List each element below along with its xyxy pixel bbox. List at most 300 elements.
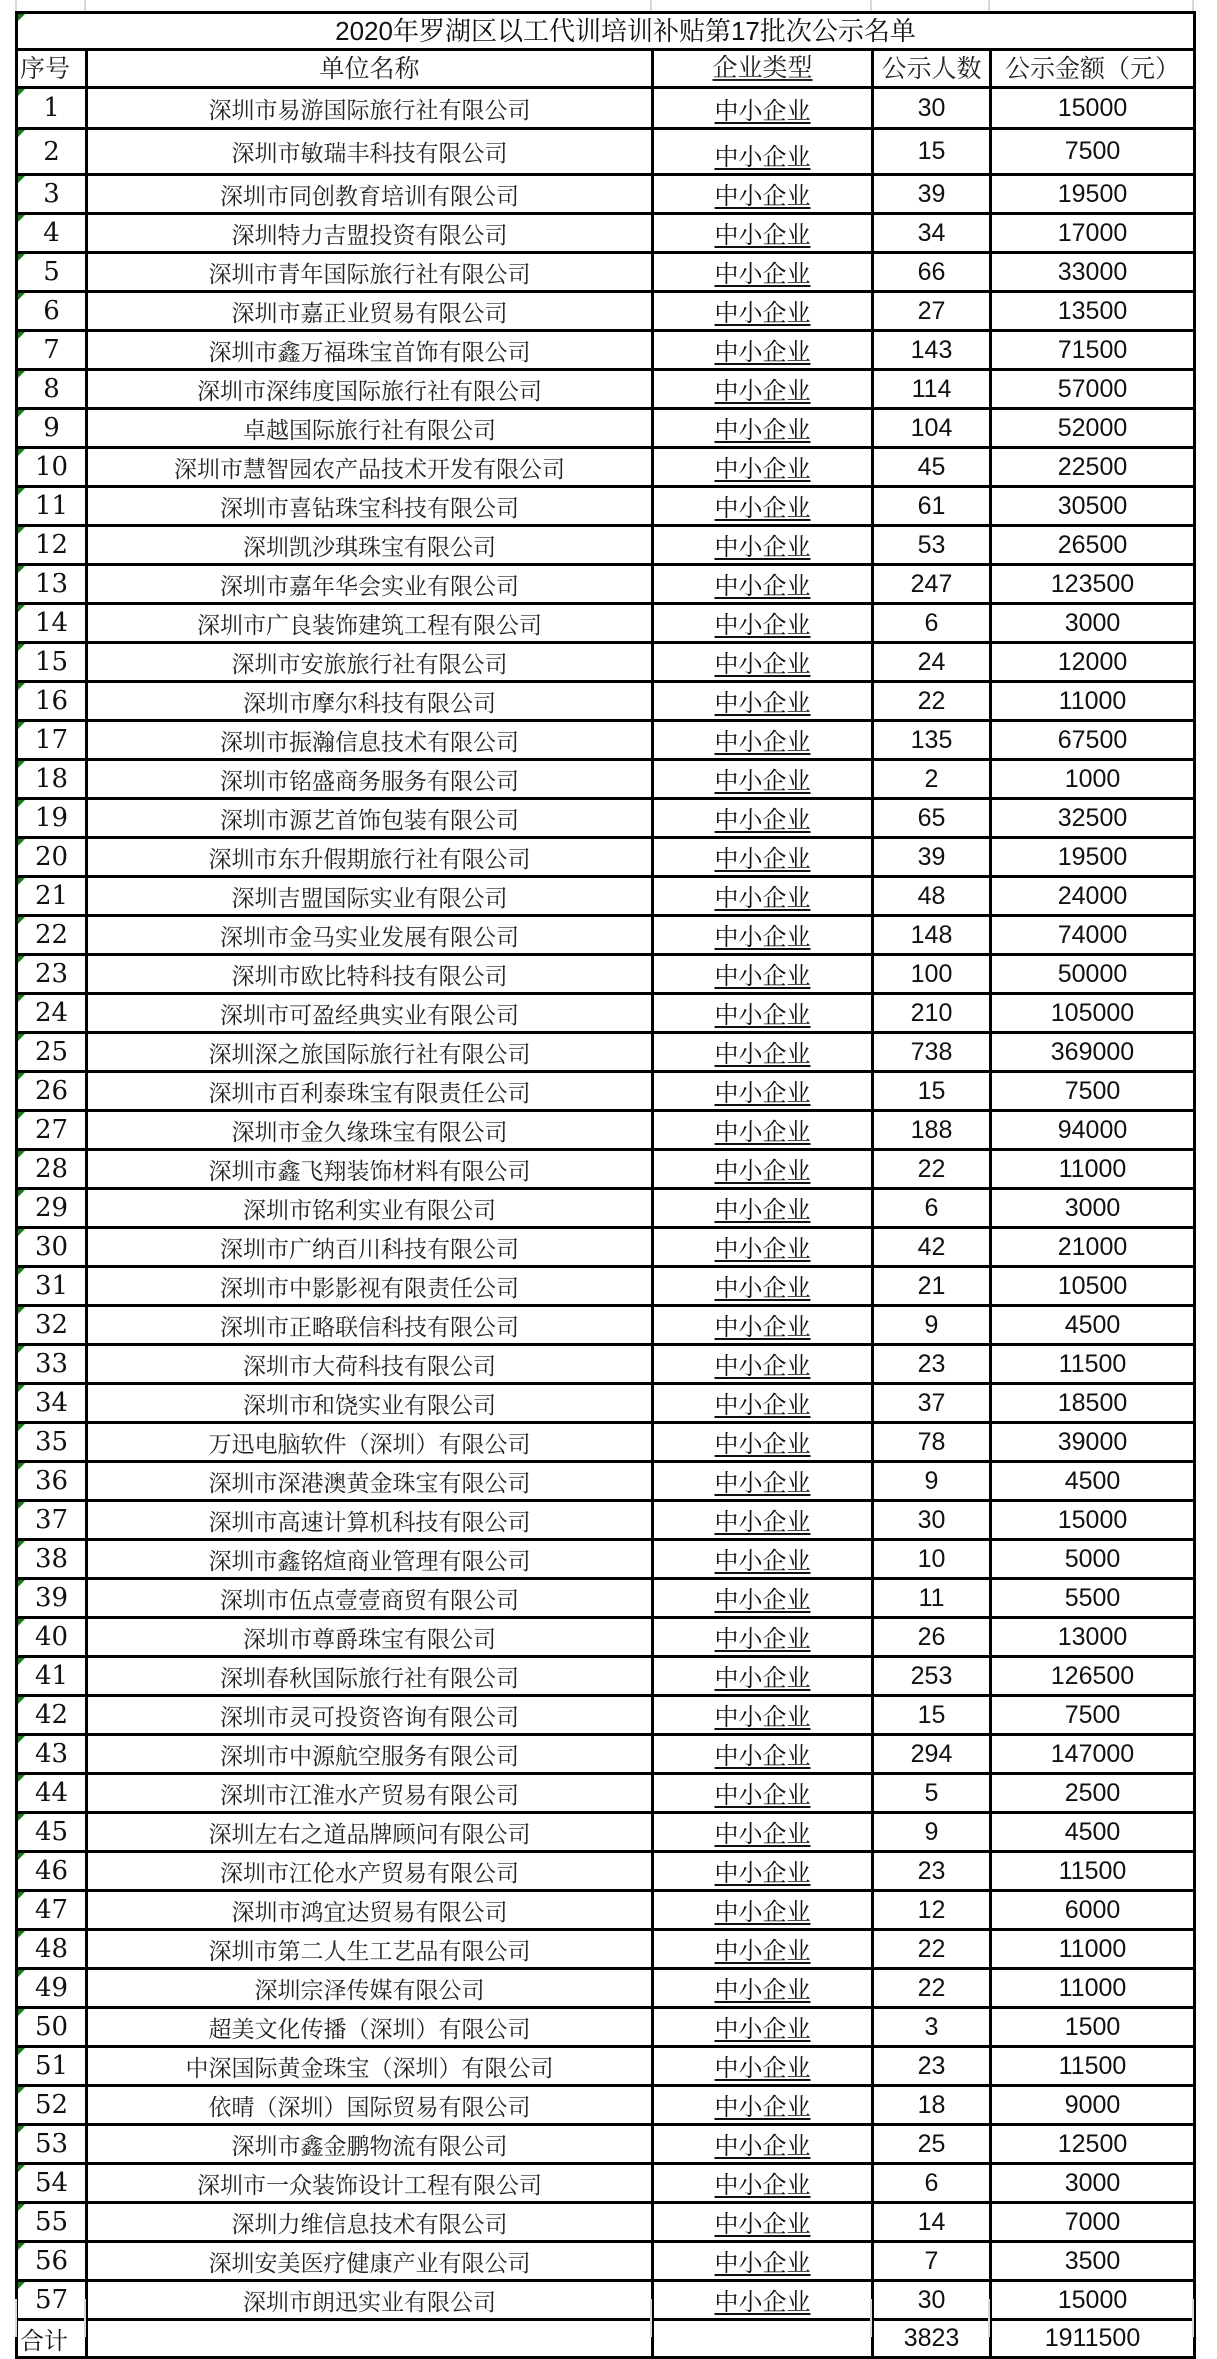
cell-count[interactable]: 30 — [873, 1501, 991, 1540]
cell-company-type[interactable] — [653, 1852, 873, 1891]
cell-index[interactable]: 12 — [17, 526, 87, 565]
cell-count[interactable]: 45 — [873, 448, 991, 487]
cell-count[interactable]: 294 — [873, 1735, 991, 1774]
cell-index[interactable]: 2 — [17, 129, 87, 175]
cell-company-name[interactable]: 深圳吉盟国际实业有限公司 — [87, 877, 653, 916]
cell-amount[interactable]: 17000 — [991, 214, 1195, 253]
cell-amount[interactable]: 4500 — [991, 1813, 1195, 1852]
cell-company-name[interactable]: 深圳市伍点壹壹商贸有限公司 — [87, 1579, 653, 1618]
cell-index[interactable]: 25 — [17, 1033, 87, 1072]
cell-index[interactable]: 50 — [17, 2008, 87, 2047]
cell-company-type[interactable] — [653, 760, 873, 799]
cell-company-type[interactable] — [653, 1072, 873, 1111]
cell-amount[interactable]: 1000 — [991, 760, 1195, 799]
cell-company-type[interactable] — [653, 1540, 873, 1579]
cell-amount[interactable]: 50000 — [991, 955, 1195, 994]
cell-amount[interactable]: 52000 — [991, 409, 1195, 448]
cell-index[interactable]: 23 — [17, 955, 87, 994]
cell-count[interactable]: 9 — [873, 1462, 991, 1501]
cell-amount[interactable]: 19500 — [991, 175, 1195, 214]
cell-index[interactable]: 17 — [17, 721, 87, 760]
cell-company-type[interactable] — [653, 2047, 873, 2086]
cell-amount[interactable]: 105000 — [991, 994, 1195, 1033]
header-count[interactable]: 公示人数 — [873, 50, 991, 88]
cell-count[interactable]: 3 — [873, 2008, 991, 2047]
cell-count[interactable]: 21 — [873, 1267, 991, 1306]
cell-company-type[interactable] — [653, 1423, 873, 1462]
cell-company-type[interactable] — [653, 1813, 873, 1852]
cell-index[interactable]: 39 — [17, 1579, 87, 1618]
cell-count[interactable]: 253 — [873, 1657, 991, 1696]
cell-count[interactable]: 34 — [873, 214, 991, 253]
cell-company-name[interactable]: 深圳市江伦水产贸易有限公司 — [87, 1852, 653, 1891]
cell-count[interactable]: 14 — [873, 2203, 991, 2242]
cell-company-type[interactable] — [653, 129, 873, 175]
total-type-empty[interactable] — [653, 2320, 873, 2358]
cell-company-name[interactable]: 深圳市金久缘珠宝有限公司 — [87, 1111, 653, 1150]
cell-index[interactable]: 27 — [17, 1111, 87, 1150]
cell-index[interactable]: 54 — [17, 2164, 87, 2203]
cell-amount[interactable]: 30500 — [991, 487, 1195, 526]
cell-company-name[interactable]: 深圳深之旅国际旅行社有限公司 — [87, 1033, 653, 1072]
cell-company-type[interactable] — [653, 1267, 873, 1306]
cell-index[interactable]: 45 — [17, 1813, 87, 1852]
cell-count[interactable]: 12 — [873, 1891, 991, 1930]
cell-company-name[interactable]: 深圳市大荷科技有限公司 — [87, 1345, 653, 1384]
cell-company-type[interactable] — [653, 877, 873, 916]
cell-index[interactable]: 51 — [17, 2047, 87, 2086]
cell-count[interactable]: 24 — [873, 643, 991, 682]
cell-company-name[interactable]: 深圳市金马实业发展有限公司 — [87, 916, 653, 955]
cell-amount[interactable]: 71500 — [991, 331, 1195, 370]
cell-count[interactable]: 23 — [873, 2047, 991, 2086]
cell-amount[interactable]: 3000 — [991, 2164, 1195, 2203]
cell-amount[interactable]: 13500 — [991, 292, 1195, 331]
cell-index[interactable]: 3 — [17, 175, 87, 214]
cell-count[interactable]: 6 — [873, 1189, 991, 1228]
cell-count[interactable]: 7 — [873, 2242, 991, 2281]
cell-index[interactable]: 24 — [17, 994, 87, 1033]
company-type-label: 中小企业 — [714, 767, 811, 795]
cell-index[interactable]: 33 — [17, 1345, 87, 1384]
cell-amount[interactable]: 1500 — [991, 2008, 1195, 2047]
cell-index[interactable]: 48 — [17, 1930, 87, 1969]
cell-index[interactable]: 53 — [17, 2125, 87, 2164]
cell-company-type[interactable] — [653, 1189, 873, 1228]
cell-amount[interactable]: 3000 — [991, 604, 1195, 643]
cell-index[interactable]: 42 — [17, 1696, 87, 1735]
cell-index[interactable]: 32 — [17, 1306, 87, 1345]
cell-amount[interactable]: 3500 — [991, 2242, 1195, 2281]
cell-company-type[interactable] — [653, 1111, 873, 1150]
cell-index[interactable]: 8 — [17, 370, 87, 409]
cell-count[interactable]: 61 — [873, 487, 991, 526]
cell-company-type[interactable] — [653, 1228, 873, 1267]
cell-index[interactable]: 44 — [17, 1774, 87, 1813]
cell-company-type[interactable] — [653, 2008, 873, 2047]
cell-count[interactable]: 53 — [873, 526, 991, 565]
cell-company-name[interactable]: 深圳市鑫万福珠宝首饰有限公司 — [87, 331, 653, 370]
cell-amount[interactable]: 21000 — [991, 1228, 1195, 1267]
company-type-label: 中小企业 — [714, 143, 811, 171]
cell-amount[interactable]: 13000 — [991, 1618, 1195, 1657]
cell-amount[interactable]: 15000 — [991, 88, 1195, 129]
cell-amount[interactable]: 15000 — [991, 2281, 1195, 2320]
cell-company-name[interactable]: 深圳左右之道品牌顾问有限公司 — [87, 1813, 653, 1852]
cell-count[interactable]: 10 — [873, 1540, 991, 1579]
cell-company-name[interactable]: 深圳市正略联信科技有限公司 — [87, 1306, 653, 1345]
cell-index[interactable]: 35 — [17, 1423, 87, 1462]
cell-index[interactable]: 14 — [17, 604, 87, 643]
cell-amount[interactable]: 7500 — [991, 1696, 1195, 1735]
cell-index[interactable]: 4 — [17, 214, 87, 253]
cell-amount[interactable]: 11000 — [991, 1930, 1195, 1969]
cell-index[interactable]: 37 — [17, 1501, 87, 1540]
cell-company-name[interactable]: 深圳市东升假期旅行社有限公司 — [87, 838, 653, 877]
cell-count[interactable]: 30 — [873, 88, 991, 129]
cell-count[interactable]: 22 — [873, 1930, 991, 1969]
cell-company-type[interactable] — [653, 1462, 873, 1501]
cell-amount[interactable]: 126500 — [991, 1657, 1195, 1696]
cell-index[interactable]: 41 — [17, 1657, 87, 1696]
cell-count[interactable]: 5 — [873, 1774, 991, 1813]
cell-amount[interactable]: 369000 — [991, 1033, 1195, 1072]
cell-index[interactable]: 15 — [17, 643, 87, 682]
cell-company-name[interactable]: 深圳市高速计算机科技有限公司 — [87, 1501, 653, 1540]
cell-count[interactable]: 37 — [873, 1384, 991, 1423]
cell-index[interactable]: 34 — [17, 1384, 87, 1423]
cell-index[interactable]: 47 — [17, 1891, 87, 1930]
cell-company-name[interactable]: 深圳市喜钻珠宝科技有限公司 — [87, 487, 653, 526]
cell-company-name[interactable]: 深圳市源艺首饰包装有限公司 — [87, 799, 653, 838]
cell-company-name[interactable]: 深圳市鸿宜达贸易有限公司 — [87, 1891, 653, 1930]
cell-amount[interactable]: 94000 — [991, 1111, 1195, 1150]
cell-company-type[interactable] — [653, 1969, 873, 2008]
cell-count[interactable]: 39 — [873, 175, 991, 214]
cell-amount[interactable]: 123500 — [991, 565, 1195, 604]
cell-company-type[interactable] — [653, 448, 873, 487]
cell-company-name[interactable]: 深圳市摩尔科技有限公司 — [87, 682, 653, 721]
cell-amount[interactable]: 9000 — [991, 2086, 1195, 2125]
cell-company-name[interactable]: 深圳市嘉年华会实业有限公司 — [87, 565, 653, 604]
total-name-empty[interactable] — [87, 2320, 653, 2358]
cell-count[interactable]: 143 — [873, 331, 991, 370]
cell-company-type[interactable] — [653, 2242, 873, 2281]
cell-company-type[interactable] — [653, 1618, 873, 1657]
cell-amount[interactable]: 67500 — [991, 721, 1195, 760]
cell-amount[interactable]: 11500 — [991, 2047, 1195, 2086]
header-index[interactable]: 序号 — [17, 50, 87, 88]
cell-company-name[interactable]: 深圳宗泽传媒有限公司 — [87, 1969, 653, 2008]
cell-amount[interactable]: 147000 — [991, 1735, 1195, 1774]
cell-index[interactable]: 46 — [17, 1852, 87, 1891]
cell-count[interactable]: 15 — [873, 1072, 991, 1111]
cell-index[interactable]: 5 — [17, 253, 87, 292]
cell-company-type[interactable] — [653, 409, 873, 448]
cell-company-type[interactable] — [653, 643, 873, 682]
cell-amount[interactable]: 11000 — [991, 1150, 1195, 1189]
cell-company-name[interactable]: 深圳市中影影视有限责任公司 — [87, 1267, 653, 1306]
cell-company-name[interactable]: 深圳市欧比特科技有限公司 — [87, 955, 653, 994]
cell-company-type[interactable] — [653, 799, 873, 838]
cell-count[interactable]: 2 — [873, 760, 991, 799]
cell-amount[interactable]: 11500 — [991, 1345, 1195, 1384]
cell-company-name[interactable]: 深圳凯沙琪珠宝有限公司 — [87, 526, 653, 565]
cell-company-name[interactable]: 深圳特力吉盟投资有限公司 — [87, 214, 653, 253]
cell-count[interactable]: 6 — [873, 2164, 991, 2203]
cell-company-name[interactable]: 深圳市鑫飞翔装饰材料有限公司 — [87, 1150, 653, 1189]
cell-company-name[interactable]: 深圳市中源航空服务有限公司 — [87, 1735, 653, 1774]
cell-company-type[interactable] — [653, 1696, 873, 1735]
cell-company-name[interactable]: 深圳市深纬度国际旅行社有限公司 — [87, 370, 653, 409]
cell-company-name[interactable]: 深圳市一众装饰设计工程有限公司 — [87, 2164, 653, 2203]
cell-company-name[interactable]: 深圳市广良装饰建筑工程有限公司 — [87, 604, 653, 643]
cell-count[interactable]: 210 — [873, 994, 991, 1033]
cell-index[interactable]: 31 — [17, 1267, 87, 1306]
cell-count[interactable]: 66 — [873, 253, 991, 292]
cell-index[interactable]: 30 — [17, 1228, 87, 1267]
cell-company-name[interactable]: 深圳市铭盛商务服务有限公司 — [87, 760, 653, 799]
cell-index[interactable]: 21 — [17, 877, 87, 916]
cell-count[interactable]: 6 — [873, 604, 991, 643]
cell-count[interactable]: 65 — [873, 799, 991, 838]
cell-company-type[interactable] — [653, 214, 873, 253]
cell-company-type[interactable] — [653, 565, 873, 604]
cell-company-name[interactable]: 深圳春秋国际旅行社有限公司 — [87, 1657, 653, 1696]
cell-company-name[interactable]: 深圳市深港澳黄金珠宝有限公司 — [87, 1462, 653, 1501]
cell-amount[interactable]: 74000 — [991, 916, 1195, 955]
cell-company-type[interactable] — [653, 1735, 873, 1774]
cell-count[interactable]: 22 — [873, 1150, 991, 1189]
cell-amount[interactable]: 19500 — [991, 838, 1195, 877]
cell-company-type[interactable] — [653, 292, 873, 331]
cell-index[interactable]: 38 — [17, 1540, 87, 1579]
cell-company-name[interactable]: 深圳市尊爵珠宝有限公司 — [87, 1618, 653, 1657]
cell-amount[interactable]: 6000 — [991, 1891, 1195, 1930]
cell-index[interactable]: 43 — [17, 1735, 87, 1774]
cell-company-name[interactable]: 深圳市铭利实业有限公司 — [87, 1189, 653, 1228]
cell-count[interactable]: 188 — [873, 1111, 991, 1150]
cell-amount[interactable]: 7000 — [991, 2203, 1195, 2242]
cell-amount[interactable]: 11500 — [991, 1852, 1195, 1891]
header-type[interactable] — [653, 50, 873, 88]
cell-index[interactable]: 10 — [17, 448, 87, 487]
cell-amount[interactable]: 12000 — [991, 643, 1195, 682]
cell-count[interactable]: 42 — [873, 1228, 991, 1267]
cell-count[interactable]: 148 — [873, 916, 991, 955]
cell-company-name[interactable]: 深圳市广纳百川科技有限公司 — [87, 1228, 653, 1267]
cell-amount[interactable]: 18500 — [991, 1384, 1195, 1423]
cell-company-type[interactable] — [653, 994, 873, 1033]
cell-company-name[interactable]: 深圳市第二人生工艺品有限公司 — [87, 1930, 653, 1969]
cell-company-type[interactable] — [653, 1306, 873, 1345]
cell-count[interactable]: 15 — [873, 129, 991, 175]
cell-company-name[interactable]: 超美文化传播（深圳）有限公司 — [87, 2008, 653, 2047]
cell-company-type[interactable] — [653, 1774, 873, 1813]
cell-company-type[interactable] — [653, 604, 873, 643]
cell-index[interactable]: 13 — [17, 565, 87, 604]
cell-amount[interactable]: 57000 — [991, 370, 1195, 409]
cell-count[interactable]: 78 — [873, 1423, 991, 1462]
cell-index[interactable]: 29 — [17, 1189, 87, 1228]
cell-company-name[interactable]: 深圳市慧智园农产品技术开发有限公司 — [87, 448, 653, 487]
cell-index[interactable]: 11 — [17, 487, 87, 526]
cell-amount[interactable]: 32500 — [991, 799, 1195, 838]
cell-amount[interactable]: 22500 — [991, 448, 1195, 487]
cell-company-type[interactable] — [653, 175, 873, 214]
cell-count[interactable]: 15 — [873, 1696, 991, 1735]
cell-amount[interactable]: 7500 — [991, 129, 1195, 175]
cell-amount[interactable]: 4500 — [991, 1306, 1195, 1345]
cell-company-name[interactable]: 深圳市江淮水产贸易有限公司 — [87, 1774, 653, 1813]
cell-company-type[interactable] — [653, 1384, 873, 1423]
cell-index[interactable]: 20 — [17, 838, 87, 877]
cell-company-type[interactable] — [653, 1930, 873, 1969]
cell-index[interactable]: 49 — [17, 1969, 87, 2008]
cell-count[interactable]: 26 — [873, 1618, 991, 1657]
cell-amount[interactable]: 3000 — [991, 1189, 1195, 1228]
cell-company-type[interactable] — [653, 721, 873, 760]
header-name[interactable]: 单位名称 — [87, 50, 653, 88]
cell-company-type[interactable] — [653, 526, 873, 565]
cell-amount[interactable]: 24000 — [991, 877, 1195, 916]
cell-company-type[interactable] — [653, 331, 873, 370]
cell-amount[interactable]: 7500 — [991, 1072, 1195, 1111]
cell-amount[interactable]: 11000 — [991, 1969, 1195, 2008]
cell-count[interactable]: 48 — [873, 877, 991, 916]
cell-amount[interactable]: 10500 — [991, 1267, 1195, 1306]
cell-count[interactable]: 30 — [873, 2281, 991, 2320]
cell-company-type[interactable] — [653, 838, 873, 877]
cell-company-name[interactable]: 深圳市鑫铭煊商业管理有限公司 — [87, 1540, 653, 1579]
cell-count[interactable]: 114 — [873, 370, 991, 409]
cell-company-type[interactable] — [653, 1501, 873, 1540]
cell-company-name[interactable]: 深圳力维信息技术有限公司 — [87, 2203, 653, 2242]
cell-company-type[interactable] — [653, 2203, 873, 2242]
cell-company-name[interactable]: 深圳市振瀚信息技术有限公司 — [87, 721, 653, 760]
cell-count[interactable]: 22 — [873, 682, 991, 721]
cell-company-type[interactable] — [653, 1150, 873, 1189]
cell-count[interactable]: 9 — [873, 1813, 991, 1852]
cell-company-name[interactable]: 深圳市灵可投资咨询有限公司 — [87, 1696, 653, 1735]
cell-index[interactable]: 22 — [17, 916, 87, 955]
total-count[interactable]: 3823 — [873, 2320, 991, 2358]
total-amount[interactable]: 1911500 — [991, 2320, 1195, 2358]
cell-count[interactable]: 100 — [873, 955, 991, 994]
cell-company-type[interactable] — [653, 2125, 873, 2164]
cell-count[interactable]: 135 — [873, 721, 991, 760]
cell-company-name[interactable]: 卓越国际旅行社有限公司 — [87, 409, 653, 448]
cell-company-type[interactable] — [653, 682, 873, 721]
cell-company-type[interactable] — [653, 88, 873, 129]
cell-company-name[interactable]: 深圳安美医疗健康产业有限公司 — [87, 2242, 653, 2281]
cell-company-name[interactable]: 深圳市嘉正业贸易有限公司 — [87, 292, 653, 331]
cell-amount[interactable]: 5000 — [991, 1540, 1195, 1579]
table-row — [17, 916, 1195, 955]
cell-company-type[interactable] — [653, 253, 873, 292]
cell-amount[interactable]: 5500 — [991, 1579, 1195, 1618]
cell-amount[interactable]: 12500 — [991, 2125, 1195, 2164]
cell-company-name[interactable]: 万迅电脑软件（深圳）有限公司 — [87, 1423, 653, 1462]
cell-count[interactable]: 23 — [873, 1852, 991, 1891]
cell-company-name[interactable]: 深圳市鑫金鹏物流有限公司 — [87, 2125, 653, 2164]
cell-amount[interactable]: 15000 — [991, 1501, 1195, 1540]
cell-company-name[interactable]: 深圳市和饶实业有限公司 — [87, 1384, 653, 1423]
cell-company-name[interactable]: 深圳市易游国际旅行社有限公司 — [87, 88, 653, 129]
cell-company-type[interactable] — [653, 487, 873, 526]
cell-count[interactable]: 39 — [873, 838, 991, 877]
cell-company-name[interactable]: 深圳市朗迅实业有限公司 — [87, 2281, 653, 2320]
cell-index[interactable]: 9 — [17, 409, 87, 448]
cell-company-type[interactable] — [653, 370, 873, 409]
cell-index[interactable]: 7 — [17, 331, 87, 370]
cell-amount[interactable]: 33000 — [991, 253, 1195, 292]
cell-company-type[interactable] — [653, 2281, 873, 2320]
header-amount[interactable]: 公示金额（元） — [991, 50, 1195, 88]
cell-company-type[interactable] — [653, 2086, 873, 2125]
cell-index[interactable]: 36 — [17, 1462, 87, 1501]
cell-company-name[interactable]: 依晴（深圳）国际贸易有限公司 — [87, 2086, 653, 2125]
cell-index[interactable]: 28 — [17, 1150, 87, 1189]
cell-index[interactable]: 56 — [17, 2242, 87, 2281]
cell-index[interactable]: 52 — [17, 2086, 87, 2125]
cell-company-name[interactable]: 深圳市青年国际旅行社有限公司 — [87, 253, 653, 292]
cell-count[interactable]: 18 — [873, 2086, 991, 2125]
cell-company-type[interactable] — [653, 1891, 873, 1930]
cell-company-type[interactable] — [653, 955, 873, 994]
cell-company-name[interactable]: 深圳市百利泰珠宝有限责任公司 — [87, 1072, 653, 1111]
cell-company-type[interactable] — [653, 1579, 873, 1618]
cell-index[interactable]: 26 — [17, 1072, 87, 1111]
cell-count[interactable]: 23 — [873, 1345, 991, 1384]
cell-company-type[interactable] — [653, 1657, 873, 1696]
cell-index[interactable]: 55 — [17, 2203, 87, 2242]
cell-company-name[interactable]: 深圳市同创教育培训有限公司 — [87, 175, 653, 214]
cell-index[interactable]: 16 — [17, 682, 87, 721]
cell-company-type[interactable] — [653, 2164, 873, 2203]
cell-amount[interactable]: 2500 — [991, 1774, 1195, 1813]
cell-count[interactable]: 104 — [873, 409, 991, 448]
table-title[interactable]: 2020年罗湖区以工代训培训补贴第17批次公示名单 — [17, 13, 1195, 50]
cell-count[interactable]: 247 — [873, 565, 991, 604]
cell-index[interactable]: 1 — [17, 88, 87, 129]
cell-index[interactable]: 6 — [17, 292, 87, 331]
cell-index[interactable]: 19 — [17, 799, 87, 838]
cell-company-name[interactable]: 深圳市敏瑞丰科技有限公司 — [87, 129, 653, 175]
cell-amount[interactable]: 11000 — [991, 682, 1195, 721]
total-label[interactable]: 合计 — [17, 2320, 87, 2358]
cell-count[interactable]: 11 — [873, 1579, 991, 1618]
cell-index[interactable]: 40 — [17, 1618, 87, 1657]
cell-index[interactable]: 57 — [17, 2281, 87, 2320]
cell-company-type[interactable] — [653, 1345, 873, 1384]
cell-amount[interactable]: 4500 — [991, 1462, 1195, 1501]
cell-amount[interactable]: 39000 — [991, 1423, 1195, 1462]
cell-count[interactable]: 738 — [873, 1033, 991, 1072]
cell-company-name[interactable]: 中深国际黄金珠宝（深圳）有限公司 — [87, 2047, 653, 2086]
cell-count[interactable]: 25 — [873, 2125, 991, 2164]
cell-company-name[interactable]: 深圳市安旅旅行社有限公司 — [87, 643, 653, 682]
cell-count[interactable]: 27 — [873, 292, 991, 331]
cell-company-name[interactable]: 深圳市可盈经典实业有限公司 — [87, 994, 653, 1033]
cell-count[interactable]: 9 — [873, 1306, 991, 1345]
cell-company-type[interactable] — [653, 916, 873, 955]
cell-company-type[interactable] — [653, 1033, 873, 1072]
cell-amount[interactable]: 26500 — [991, 526, 1195, 565]
table-row — [17, 1267, 1195, 1306]
cell-count[interactable]: 22 — [873, 1969, 991, 2008]
cell-index[interactable]: 18 — [17, 760, 87, 799]
